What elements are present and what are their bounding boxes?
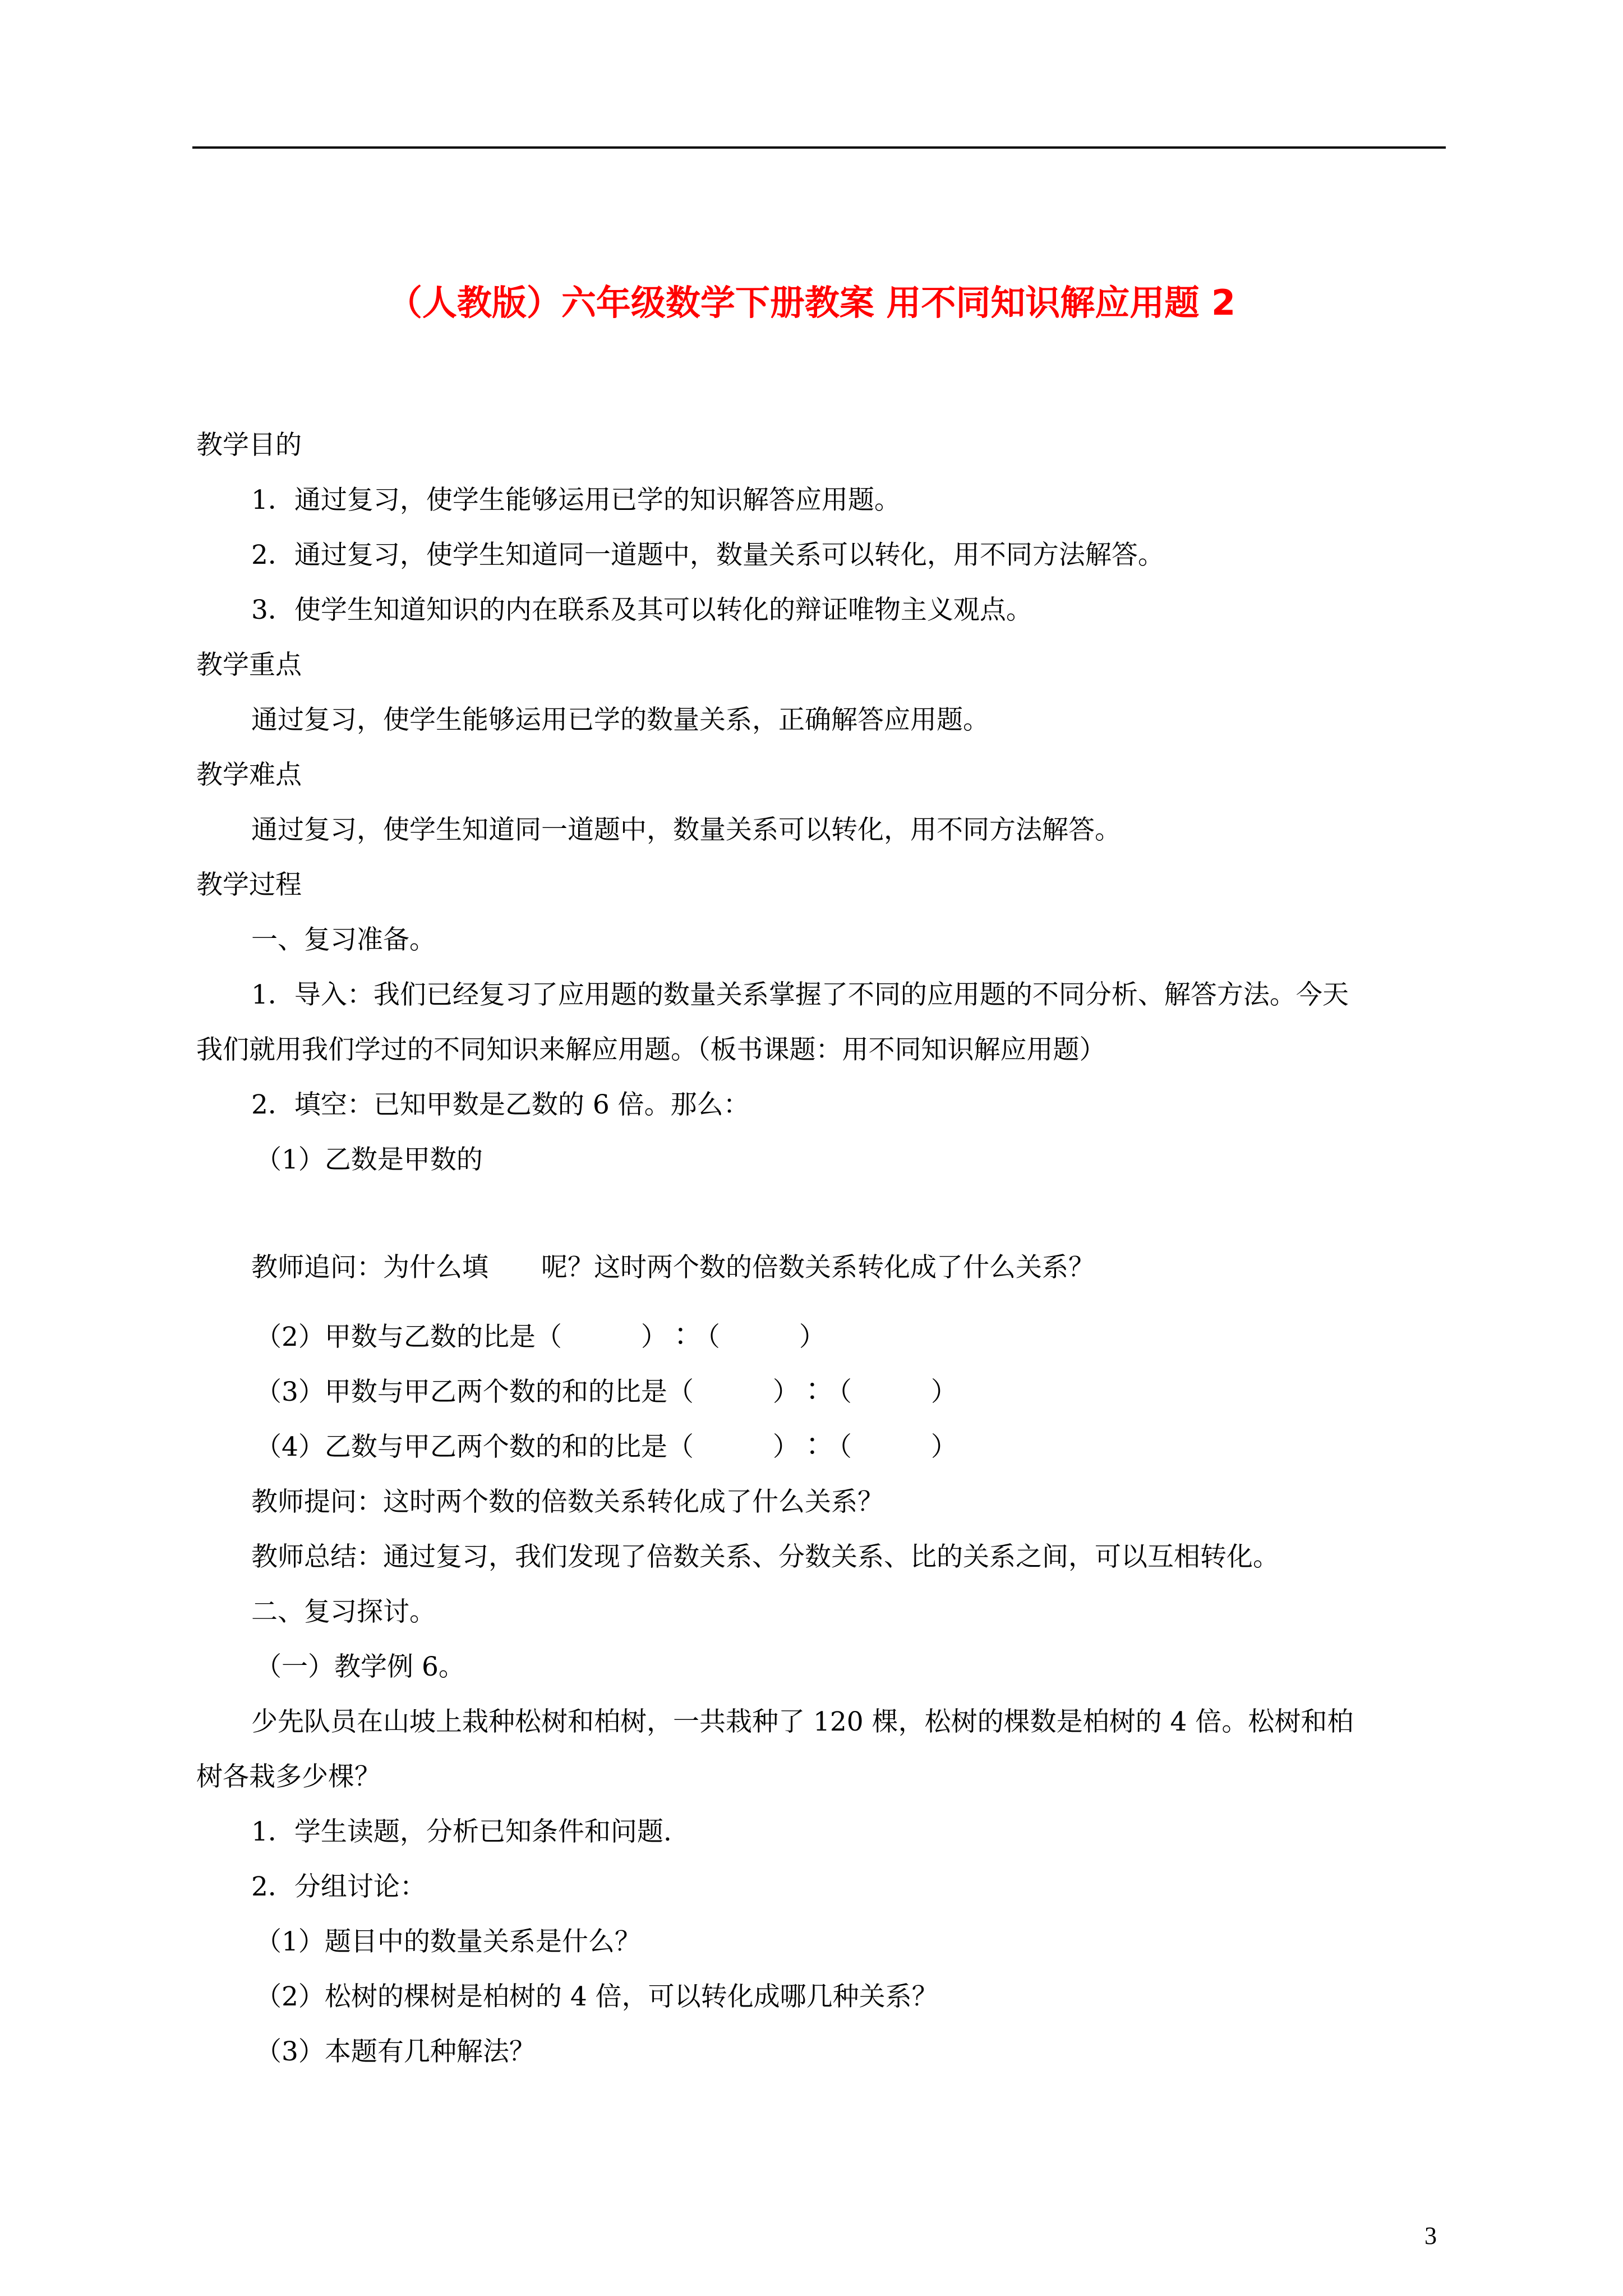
fill-blank-prompt: 2．填空：已知甲数是乙数的 6 倍。那么： [251, 1089, 750, 1120]
intro-line-2: 我们就用我们学过的不同知识来解应用题。（板书课题：用不同知识解应用题） [196, 1034, 1106, 1065]
question-4: （4）乙数与甲乙两个数的和的比是（ ）∶（ ） [255, 1432, 957, 1462]
intro-line-1: 1．导入：我们已经复习了应用题的数量关系掌握了不同的应用题的不同分析、解答方法。今天 [251, 979, 1349, 1010]
header-rule [192, 146, 1446, 149]
difficulties-heading: 教学难点 [196, 760, 302, 790]
difficulties-text: 通过复习，使学生知道同一道题中，数量关系可以转化，用不同方法解答。 [251, 815, 1121, 845]
discussion-1: （1）题目中的数量关系是什么？ [255, 1926, 641, 1957]
teacher-followup: 教师追问：为什么填 呢？这时两个数的倍数关系转化成了什么关系？ [251, 1252, 1095, 1283]
discussion-3: （3）本题有几种解法？ [255, 2036, 536, 2067]
goal-item-1: 1．通过复习，使学生能够运用已学的知识解答应用题。 [251, 485, 901, 516]
teacher-summary: 教师总结：通过复习，我们发现了倍数关系、分数关系、比的关系之间，可以互相转化。 [251, 1542, 1279, 1572]
step-2: 2．分组讨论： [251, 1871, 426, 1902]
question-2: （2）甲数与乙数的比是（ ）∶（ ） [255, 1322, 826, 1352]
teacher-question: 教师提问：这时两个数的倍数关系转化成了什么关系？ [251, 1487, 884, 1517]
key-points-heading: 教学重点 [196, 650, 302, 680]
goal-item-3: 3．使学生知道知识的内在联系及其可以转化的辩证唯物主义观点。 [251, 595, 1032, 625]
question-1: （1）乙数是甲数的 [255, 1144, 483, 1175]
goals-heading: 教学目的 [196, 430, 302, 461]
process-heading: 教学过程 [196, 869, 302, 900]
page-number: 3 [1424, 2222, 1437, 2249]
part2-title: 二、复习探讨。 [251, 1596, 436, 1627]
key-points-text: 通过复习，使学生能够运用已学的数量关系，正确解答应用题。 [251, 705, 989, 735]
example-line-1: 少先队员在山坡上栽种松树和柏树，一共栽种了 120 棵，松树的棵数是柏树的 4 倍。松树和柏 [251, 1706, 1354, 1737]
discussion-2: （2）松树的棵树是柏树的 4 倍，可以转化成哪几种关系？ [255, 1981, 938, 2012]
part1-title: 一、复习准备。 [251, 924, 436, 955]
document-title: （人教版）六年级数学下册教案 用不同知识解应用题 2 [387, 282, 1236, 323]
example-title: （一）教学例 6。 [255, 1651, 465, 1682]
question-3: （3）甲数与甲乙两个数的和的比是（ ）∶（ ） [255, 1377, 957, 1407]
step-1: 1．学生读题，分析已知条件和问题. [251, 1816, 672, 1847]
goal-item-2: 2．通过复习，使学生知道同一道题中，数量关系可以转化，用不同方法解答。 [251, 540, 1164, 570]
example-line-2: 树各栽多少棵？ [196, 1761, 381, 1792]
